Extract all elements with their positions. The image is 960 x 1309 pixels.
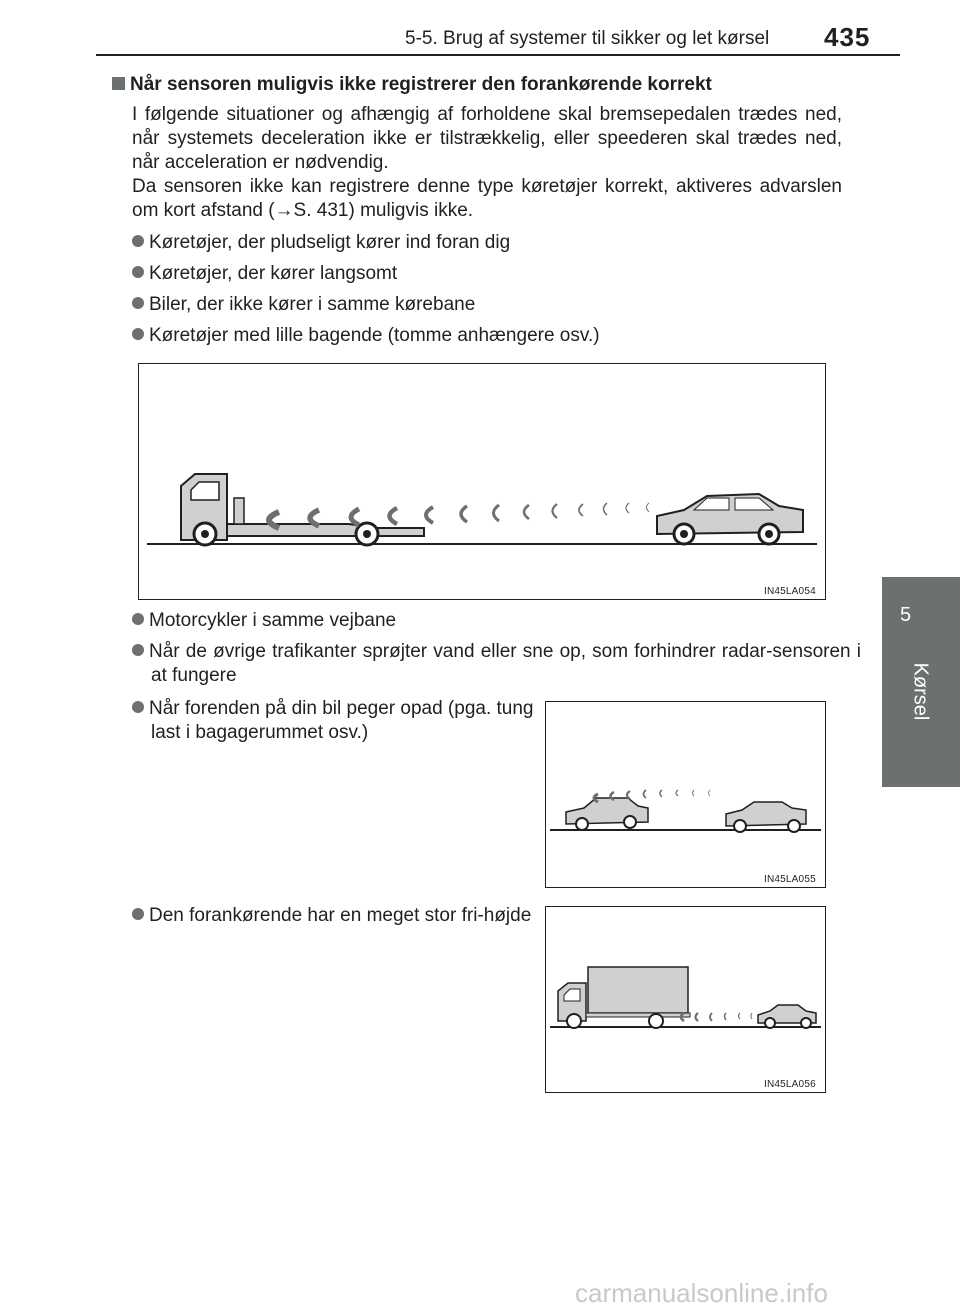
bullet-dot-icon <box>132 701 144 713</box>
header-divider <box>96 54 900 56</box>
paragraph: Da sensoren ikke kan registrere denne type køretøjer korrekt, aktiveres advarslen om kort afstand (→S. 431) muligvis ikke. <box>132 176 842 221</box>
figure-code: IN45LA056 <box>764 1079 816 1090</box>
figure-car-nose-up <box>545 701 826 888</box>
figure-code: IN45LA054 <box>764 586 816 597</box>
list-item: Biler, der ikke kører i samme kørebane <box>132 293 475 317</box>
figure-truck-trailer <box>138 363 826 600</box>
car-nose-up-illustration <box>546 702 827 889</box>
bullet-dot-icon <box>132 613 144 625</box>
header-section-title: 5-5. Brug af systemer til sikker og let kørsel <box>405 28 770 49</box>
figure-code: IN45LA055 <box>764 874 816 885</box>
chapter-tab-number: 5 <box>900 604 912 626</box>
bullet-dot-icon <box>132 908 144 920</box>
list-item: Køretøjer med lille bagende (tomme anhængere osv.) <box>132 324 600 348</box>
chapter-tab-label: Kørsel <box>909 662 932 721</box>
list-item: Den forankørende har en meget stor fri-højde <box>132 904 544 928</box>
section-heading <box>112 74 712 96</box>
list-item: Køretøjer, der kører langsomt <box>132 262 397 286</box>
bullet-dot-icon <box>132 235 144 247</box>
page-number: 435 <box>824 22 871 52</box>
figure-high-clearance-truck <box>545 906 826 1093</box>
watermark: carmanualsonline.info <box>575 1278 828 1308</box>
bullet-dot-icon <box>132 297 144 309</box>
bullet-dot-icon <box>132 266 144 278</box>
bullet-dot-icon <box>132 644 144 656</box>
list-item: Når de øvrige trafikanter sprøjter vand eller sne op, som forhindrer radar-sensoren i at fungere <box>132 640 861 688</box>
square-bullet-icon <box>112 77 125 90</box>
paragraph: I følgende situationer og afhængig af forholdene skal bremsepedalen trædes ned, når systemets deceleration ikke er tilstrækkelig, eller speederen skal trædes ned, når acceleration er nødvendig. <box>132 104 842 173</box>
bullet-dot-icon <box>132 328 144 340</box>
section-heading-text: Når sensoren muligvis ikke registrerer den forankørende korrekt <box>130 74 712 95</box>
list-item: Køretøjer, der pludseligt kører ind foran dig <box>132 231 510 255</box>
list-item: Når forenden på din bil peger opad (pga. tung last i bagagerummet osv.) <box>132 697 544 745</box>
truck-trailer-illustration <box>139 364 827 601</box>
list-item: Motorcykler i samme vejbane <box>132 609 396 633</box>
high-clearance-truck-illustration <box>546 907 827 1094</box>
